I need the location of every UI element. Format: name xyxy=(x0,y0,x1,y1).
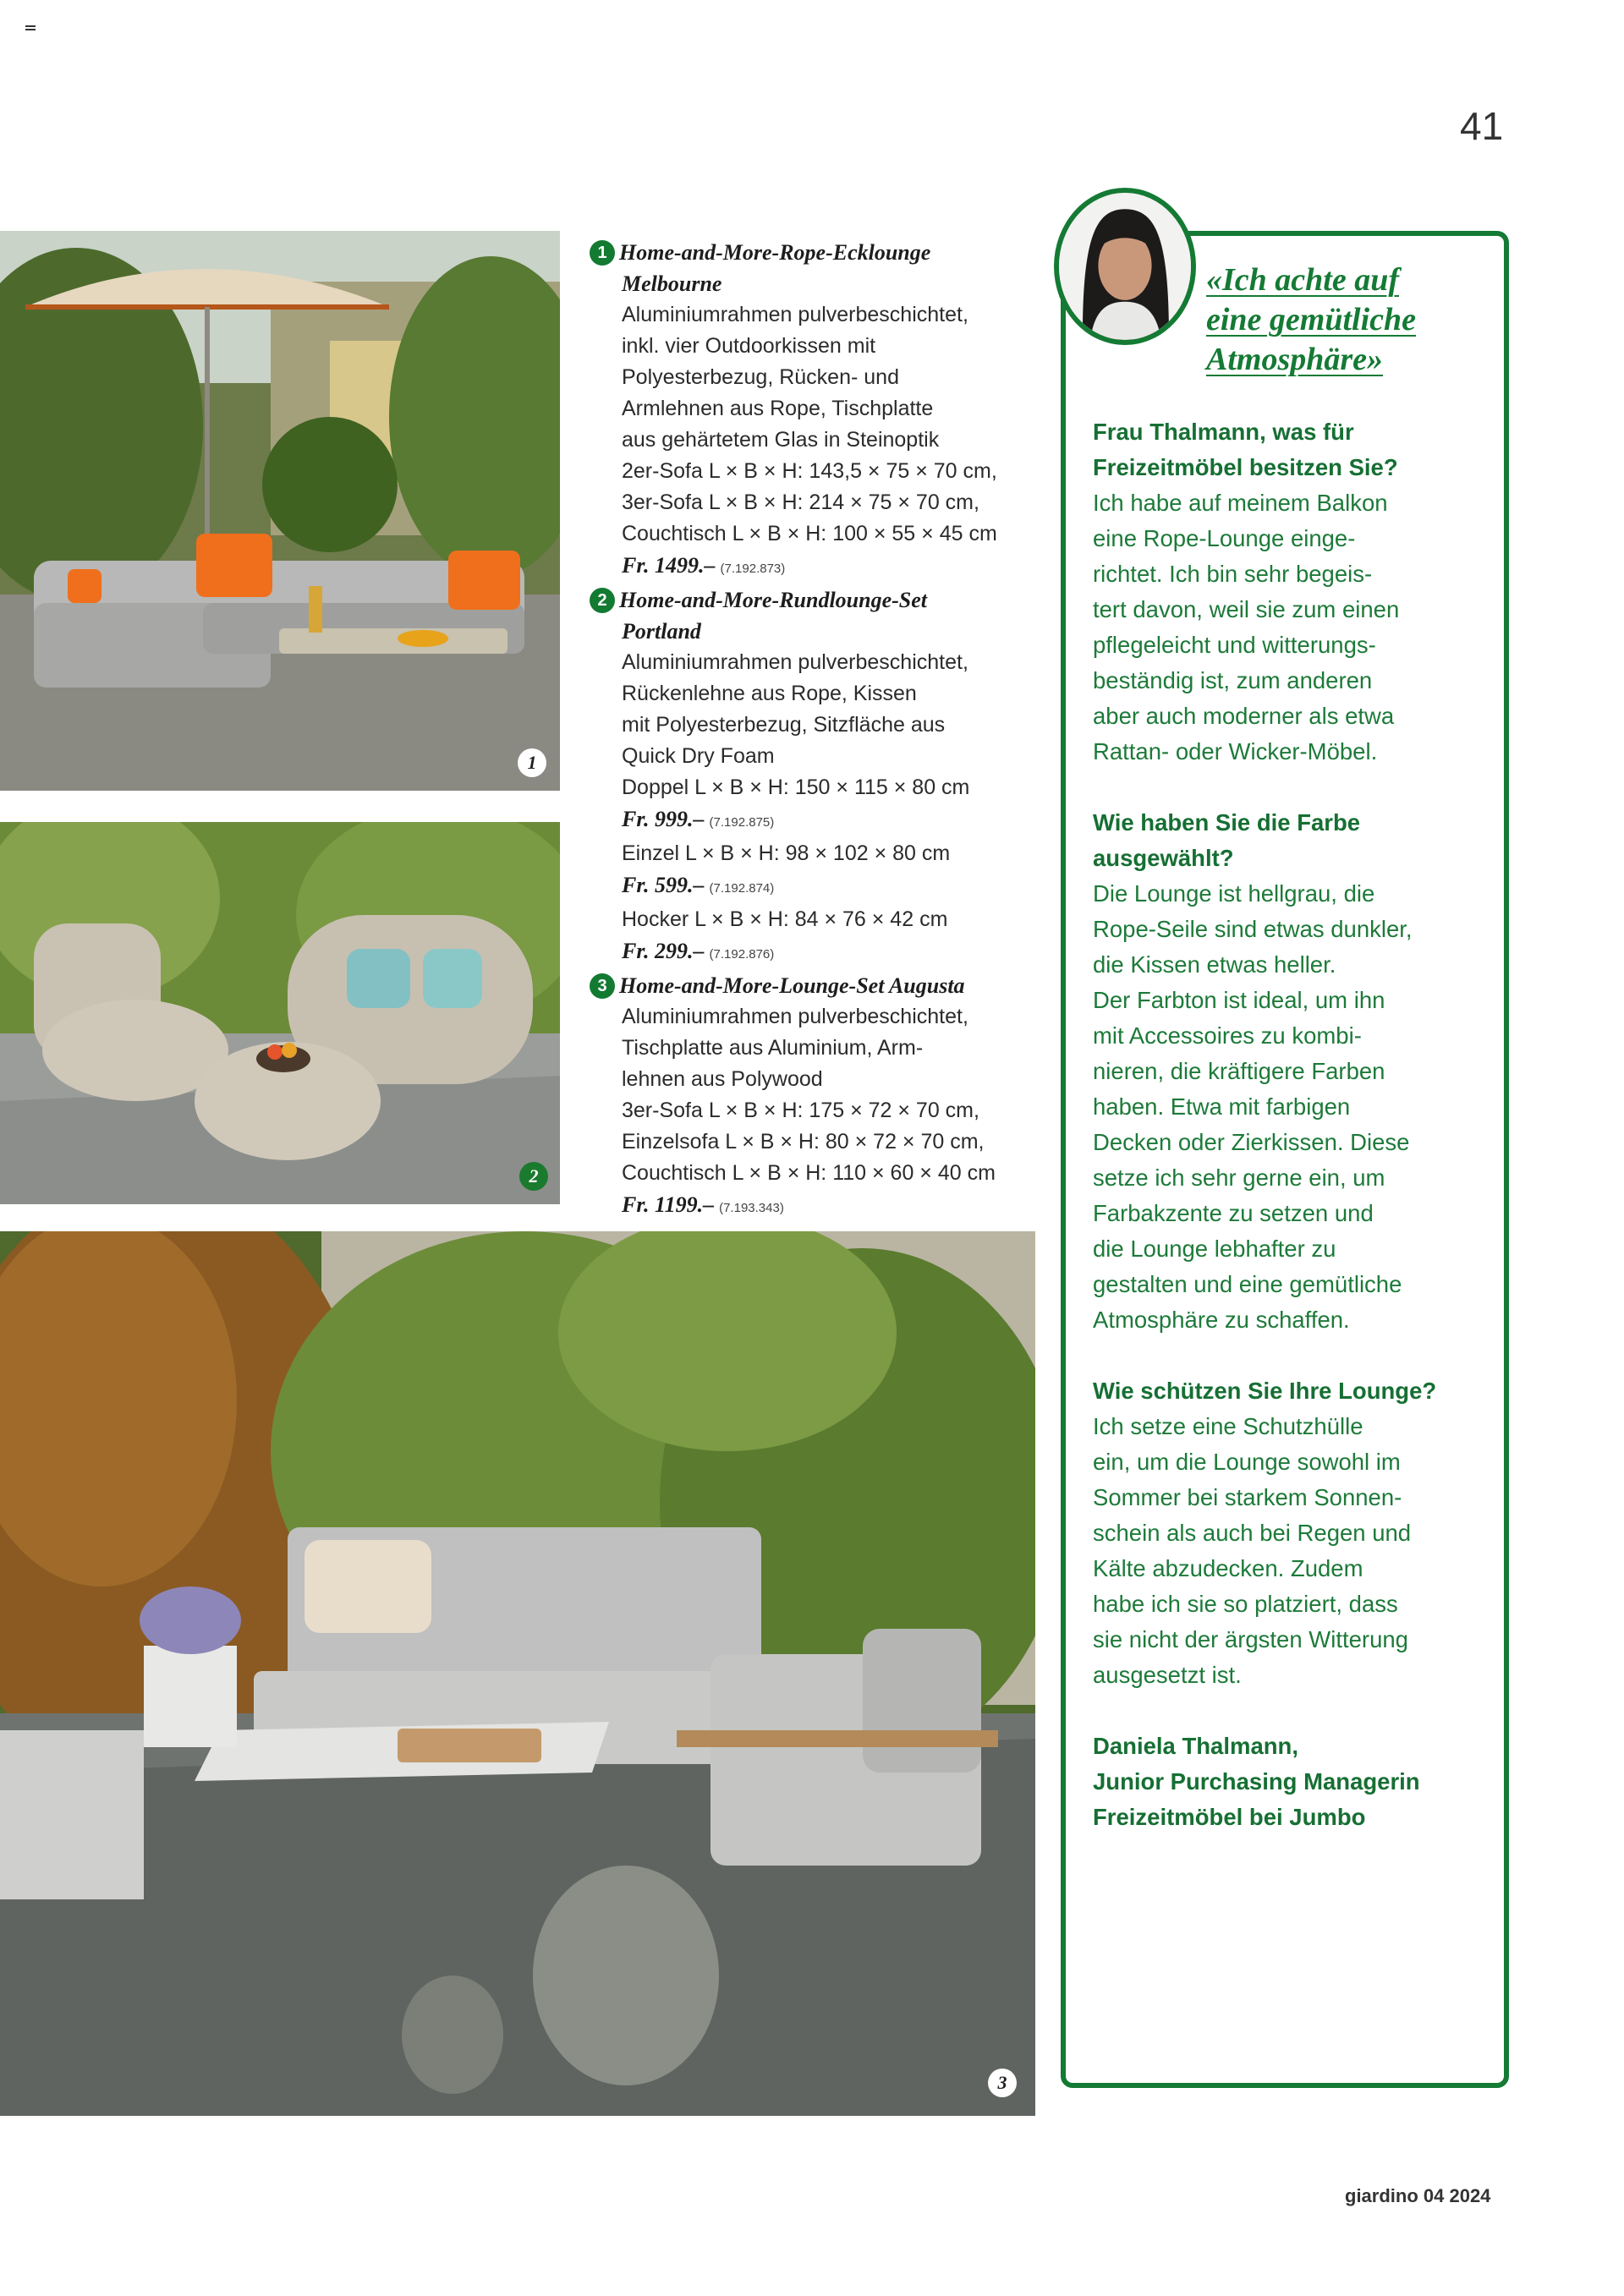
interview-question: Freizeitmöbel besitzen Sie? xyxy=(1093,454,1398,480)
product-description-line: lehnen aus Polywood xyxy=(622,1067,823,1091)
quote-line: «Ich achte auf xyxy=(1206,262,1399,298)
product-title: Home-and-More-Rundlounge-Set xyxy=(619,588,928,612)
interview-signature xyxy=(1093,1729,1490,1835)
article-number: (7.192.874) xyxy=(709,881,775,896)
interview-answer-line: aber auch moderner als etwa xyxy=(1093,703,1395,729)
interview-answer-line: setze ich sehr gerne ein, um xyxy=(1093,1164,1385,1191)
signature-line: Freizeitmöbel bei Jumbo xyxy=(1093,1804,1366,1830)
product-number-badge: 1 xyxy=(590,240,615,266)
product-dimensions-line: Couchtisch L × B × H: 100 × 55 × 45 cm xyxy=(622,522,997,545)
quote-line: Atmosphäre» xyxy=(1206,342,1384,377)
photo-number-badge: 1 xyxy=(518,748,546,777)
interview-block xyxy=(1093,1373,1490,1693)
interview-answer-line: Die Lounge ist hellgrau, die xyxy=(1093,880,1375,907)
interview-answer-line: eine Rope-Lounge einge- xyxy=(1093,525,1356,551)
product-dimensions-line: 3er-Sofa L × B × H: 214 × 75 × 70 cm, xyxy=(622,490,979,514)
product-description-line: inkl. vier Outdoorkissen mit xyxy=(622,334,876,358)
interview-answer-line: Ich habe auf meinem Balkon xyxy=(1093,490,1388,516)
photo-number-badge: 2 xyxy=(519,1162,548,1191)
signature-line: Junior Purchasing Managerin xyxy=(1093,1768,1420,1795)
interview-block xyxy=(1093,805,1490,1338)
article-number: (7.192.873) xyxy=(720,562,786,576)
photo-rundlounge-portland xyxy=(0,822,560,1204)
interview-answer-line: ein, um die Lounge sowohl im xyxy=(1093,1449,1401,1475)
interview-answer-line: pflegeleicht und witterungs- xyxy=(1093,632,1376,658)
product-title-continued: Portland xyxy=(622,619,701,644)
interview-answer-line: die Lounge lebhafter zu xyxy=(1093,1236,1336,1262)
interview-answer-line: haben. Etwa mit farbigen xyxy=(1093,1093,1351,1120)
product-title: Home-and-More-Lounge-Set Augusta xyxy=(619,973,965,998)
product-description-line: mit Polyesterbezug, Sitzfläche aus xyxy=(622,713,946,737)
product-2 xyxy=(590,584,1046,970)
interview-answer-line: sie nicht der ärgsten Witterung xyxy=(1093,1626,1408,1652)
interview-question: Wie haben Sie die Farbe xyxy=(1093,809,1361,836)
photo-ecklounge-melbourne xyxy=(0,231,560,791)
signature-line: Daniela Thalmann, xyxy=(1093,1733,1298,1759)
product-description-line: Polyesterbezug, Rücken- und xyxy=(622,365,899,389)
interview-answer-line: Der Farbton ist ideal, um ihn xyxy=(1093,987,1385,1013)
interview-answer-line: die Kissen etwas heller. xyxy=(1093,951,1336,978)
interview-text xyxy=(1093,414,1490,1835)
menu-icon[interactable] xyxy=(25,25,36,34)
product-price: Fr. 299.– (7.192.876) xyxy=(622,939,775,963)
interview-question: Wie schützen Sie Ihre Lounge? xyxy=(1093,1378,1437,1404)
product-price: Fr. 1199.– (7.193.343) xyxy=(622,1192,784,1217)
product-dimensions-line: Hocker L × B × H: 84 × 76 × 42 cm xyxy=(622,907,948,931)
product-description-line: Rückenlehne aus Rope, Kissen xyxy=(622,682,917,705)
product-dimensions-line: Einzelsofa L × B × H: 80 × 72 × 70 cm, xyxy=(622,1130,985,1153)
interview-answer-line: Farbakzente zu setzen und xyxy=(1093,1200,1374,1226)
product-description-line: Aluminiumrahmen pulverbeschichtet, xyxy=(622,650,968,674)
product-dimensions-line: Einzel L × B × H: 98 × 102 × 80 cm xyxy=(622,841,951,865)
interview-question: ausgewählt? xyxy=(1093,845,1234,871)
article-number: (7.192.876) xyxy=(709,947,775,962)
interview-answer-line: Decken oder Zierkissen. Diese xyxy=(1093,1129,1410,1155)
interview-answer-line: Atmosphäre zu schaffen. xyxy=(1093,1307,1350,1333)
product-dimensions-line: 2er-Sofa L × B × H: 143,5 × 75 × 70 cm, xyxy=(622,459,997,483)
product-description-line: Armlehnen aus Rope, Tischplatte xyxy=(622,397,934,420)
product-description-line: Aluminiumrahmen pulverbeschichtet, xyxy=(622,1005,968,1028)
interview-answer-line: Rattan- oder Wicker-Möbel. xyxy=(1093,738,1378,764)
interview-answer-line: mit Accessoires zu kombi- xyxy=(1093,1022,1362,1049)
article-number: (7.192.875) xyxy=(709,815,775,830)
page-number: 41 xyxy=(1460,104,1504,148)
interview-answer-line: richtet. Ich bin sehr begeis- xyxy=(1093,561,1373,587)
product-title-continued: Melbourne xyxy=(622,271,722,296)
product-price: Fr. 1499.– (7.192.873) xyxy=(622,553,786,578)
product-description-line: aus gehärtetem Glas in Steinoptik xyxy=(622,428,940,452)
portrait-photo xyxy=(1054,188,1196,345)
photo-lounge-set-augusta xyxy=(0,1231,1035,2116)
interview-quote xyxy=(1206,260,1494,380)
interview-block xyxy=(1093,414,1490,770)
interview-answer-line: beständig ist, zum anderen xyxy=(1093,667,1373,693)
interview-answer-line: habe ich sie so platziert, dass xyxy=(1093,1591,1398,1617)
interview-answer-line: gestalten und eine gemütliche xyxy=(1093,1271,1402,1297)
interview-answer-line: tert davon, weil sie zum einen xyxy=(1093,596,1400,622)
interview-question: Frau Thalmann, was für xyxy=(1093,419,1354,445)
product-dimensions-line: Couchtisch L × B × H: 110 × 60 × 40 cm xyxy=(622,1161,996,1185)
product-dimensions-line: 3er-Sofa L × B × H: 175 × 72 × 70 cm, xyxy=(622,1099,979,1122)
article-number: (7.193.343) xyxy=(719,1201,784,1215)
interview-answer-line: Ich setze eine Schutzhülle xyxy=(1093,1413,1363,1439)
product-price: Fr. 999.– (7.192.875) xyxy=(622,807,775,831)
quote-line: eine gemütliche xyxy=(1206,302,1417,337)
interview-answer-line: schein als auch bei Regen und xyxy=(1093,1520,1412,1546)
product-description-line: Aluminiumrahmen pulverbeschichtet, xyxy=(622,303,968,326)
magazine-footer: giardino 04 2024 xyxy=(1345,2185,1491,2206)
product-description-line: Tischplatte aus Aluminium, Arm- xyxy=(622,1036,924,1060)
interview-answer-line: Kälte abzudecken. Zudem xyxy=(1093,1555,1363,1581)
interview-answer-line: ausgesetzt ist. xyxy=(1093,1662,1242,1688)
photo-number-badge: 3 xyxy=(988,2069,1017,2097)
product-title: Home-and-More-Rope-Ecklounge xyxy=(619,240,931,265)
product-3 xyxy=(590,970,1046,1224)
interview-answer-line: Sommer bei starkem Sonnen- xyxy=(1093,1484,1402,1510)
product-dimensions-line: Doppel L × B × H: 150 × 115 × 80 cm xyxy=(622,775,970,799)
product-1 xyxy=(590,237,1046,584)
interview-answer-line: Rope-Seile sind etwas dunkler, xyxy=(1093,916,1413,942)
product-price: Fr. 599.– (7.192.874) xyxy=(622,873,775,897)
interview-answer-line: nieren, die kräftigere Farben xyxy=(1093,1058,1385,1084)
product-list xyxy=(590,237,1046,1224)
product-number-badge: 3 xyxy=(590,973,615,999)
product-description-line: Quick Dry Foam xyxy=(622,744,775,768)
product-number-badge: 2 xyxy=(590,588,615,613)
